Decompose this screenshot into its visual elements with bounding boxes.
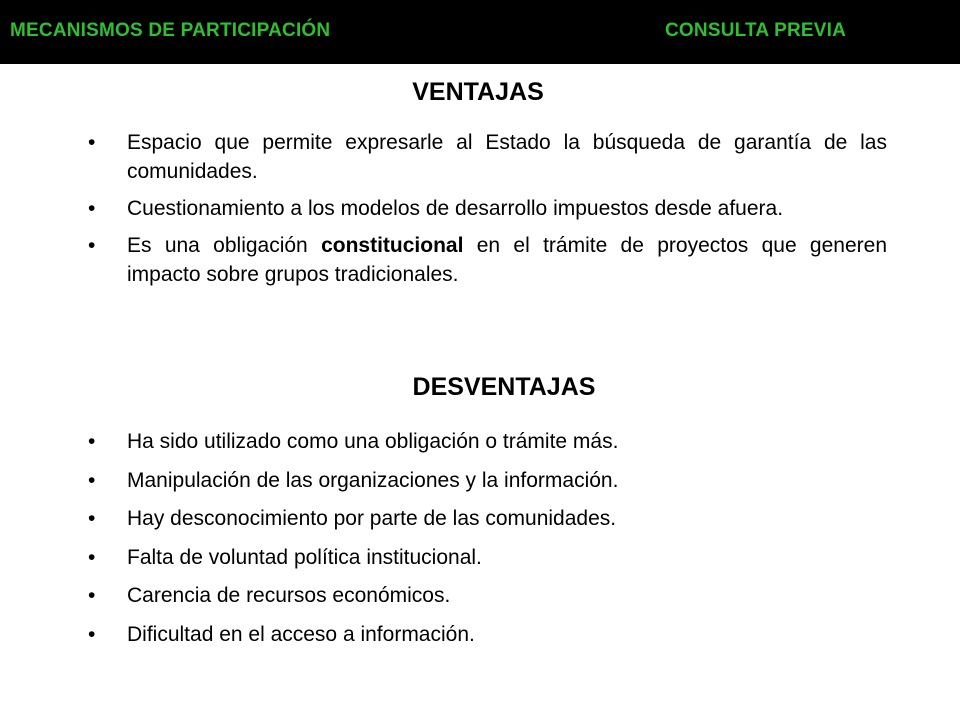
bullet-icon: • <box>88 468 96 492</box>
bullet-icon: • <box>88 430 96 453</box>
list-item-text: Dificultad en el acceso a información. <box>127 622 475 646</box>
list-item <box>0 194 887 223</box>
header-left-title: MECANISMOS DE PARTICIPACIÓN <box>10 20 331 41</box>
list-item-text: Ha sido utilizado como una obligación o trámite más. <box>127 430 619 453</box>
list-item-text: Hay desconocimiento por parte de las comunidades. <box>127 507 617 530</box>
header-right-title: CONSULTA PREVIA <box>665 20 847 41</box>
bullet-icon: • <box>88 507 96 530</box>
header-bar <box>0 0 960 64</box>
list-item <box>0 466 887 495</box>
list-item-text: Carencia de recursos económicos. <box>127 584 451 607</box>
list-item-text: Cuestionamiento a los modelos de desarrollo impuestos desde afuera. <box>127 197 784 220</box>
list-item <box>0 231 887 289</box>
list-item <box>0 504 887 533</box>
bullet-icon: • <box>88 197 96 220</box>
list-item-text: Espacio que permite expresarle al Estado la búsqueda de garantía de las comunidades. <box>127 131 887 183</box>
list-item-text-bold: constitucional <box>321 234 464 257</box>
list-item <box>0 128 887 186</box>
list-item-text-before: Es una obligación <box>127 234 322 257</box>
bullet-icon: • <box>88 584 96 607</box>
desventajas-list <box>0 427 887 658</box>
bullet-icon: • <box>88 622 96 646</box>
list-item <box>0 543 887 572</box>
ventajas-title: VENTAJAS <box>412 78 544 106</box>
ventajas-list <box>0 128 887 297</box>
list-item-text: Manipulación de las organizaciones y la información. <box>127 468 619 492</box>
list-item <box>0 581 887 610</box>
list-item-text: Falta de voluntad política institucional. <box>127 545 482 569</box>
bullet-icon: • <box>88 545 96 569</box>
list-item-text-after: en el trámite de proyectos que generen impacto sobre grupos tradicionales. <box>127 234 888 286</box>
bullet-icon: • <box>88 131 96 154</box>
desventajas-title: DESVENTAJAS <box>412 373 596 401</box>
list-item <box>0 427 887 456</box>
list-item <box>0 620 887 649</box>
bullet-icon: • <box>88 234 96 257</box>
